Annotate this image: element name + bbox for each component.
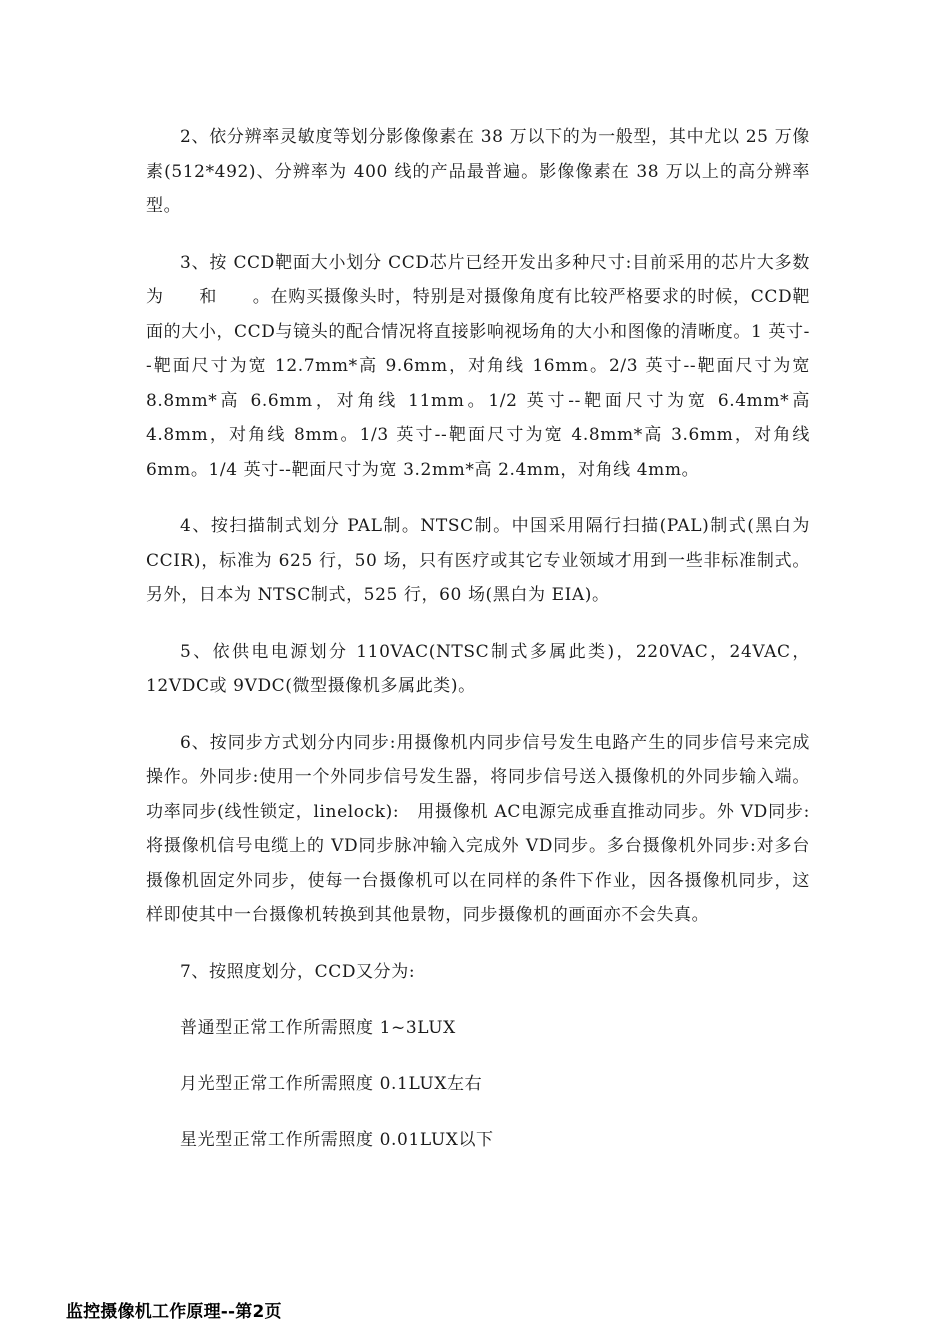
document-body	[146, 120, 810, 1157]
paragraph-power-supply: 5、依供电电源划分 110VAC(NTSC制式多属此类)，220VAC，24VAC，12VDC或 9VDC(微型摄像机多属此类)。	[146, 641, 810, 696]
paragraph-sync-mode: 6、按同步方式划分内同步:用摄像机内同步信号发生电路产生的同步信号来完成操作。外同步:使用一个外同步信号发生器，将同步信号送入摄像机的外同步输入端。功率同步(线性锁定，linelock): 用摄像机 AC电源完成垂直推动同步。外 VD同步:将摄像机信号电缆上的 VD同步脉冲输入完成外 VD同步。多台摄像机外同步:对多台摄像机固定外同步，使每一台摄像机可以在同样的条件下作业，因各摄像机同步，这样即使其中一台摄像机转换到其他景物，同步摄像机的画面亦不会失真。	[146, 732, 810, 925]
paragraph-illumination: 7、按照度划分，CCD又分为:	[180, 961, 416, 982]
paragraph-resolution: 2、依分辨率灵敏度等划分影像像素在 38 万以下的为一般型，其中尤以 25 万像素(512*492)、分辨率为 400 线的产品最普遍。影像像素在 38 万以上的高分辨率型。	[146, 127, 810, 216]
list-item: 普通型正常工作所需照度 1~3LUX	[180, 1018, 456, 1038]
list-item: 月光型正常工作所需照度 0.1LUX左右	[180, 1074, 483, 1094]
paragraph-ccd-size: 3、按 CCD靶面大小划分 CCD芯片已经开发出多种尺寸:目前采用的芯片大多数为 和 。在购买摄像头时，特别是对摄像角度有比较严格要求的时候，CCD靶面的大小，CCD与镜头的配合情况将直接影响视场角的大小和图像的清晰度。1 英寸--靶面尺寸为宽 12.7mm*高 9.6mm，对角线 16mm。2/3 英寸--靶面尺寸为宽 8.8mm*高 6.6mm，对角线 11mm。1/2 英寸--靶面尺寸为宽 6.4mm*高 4.8mm，对角线 8mm。1/3 英寸--靶面尺寸为宽 4.8mm*高 3.6mm，对角线 6mm。1/4 英寸--靶面尺寸为宽 3.2mm*高 2.4mm，对角线 4mm。	[146, 252, 810, 480]
paragraph-scan-format: 4、按扫描制式划分 PAL制。NTSC制。中国采用隔行扫描(PAL)制式(黑白为 CCIR)，标准为 625 行，50 场，只有医疗或其它专业领域才用到一些非标准制式。另外，日本为 NTSC制式，525 行，60 场(黑白为 EIA)。	[146, 516, 810, 605]
page-footer: 监控摄像机工作原理--第2页	[66, 1302, 282, 1322]
list-item: 星光型正常工作所需照度 0.01LUX以下	[180, 1130, 494, 1150]
